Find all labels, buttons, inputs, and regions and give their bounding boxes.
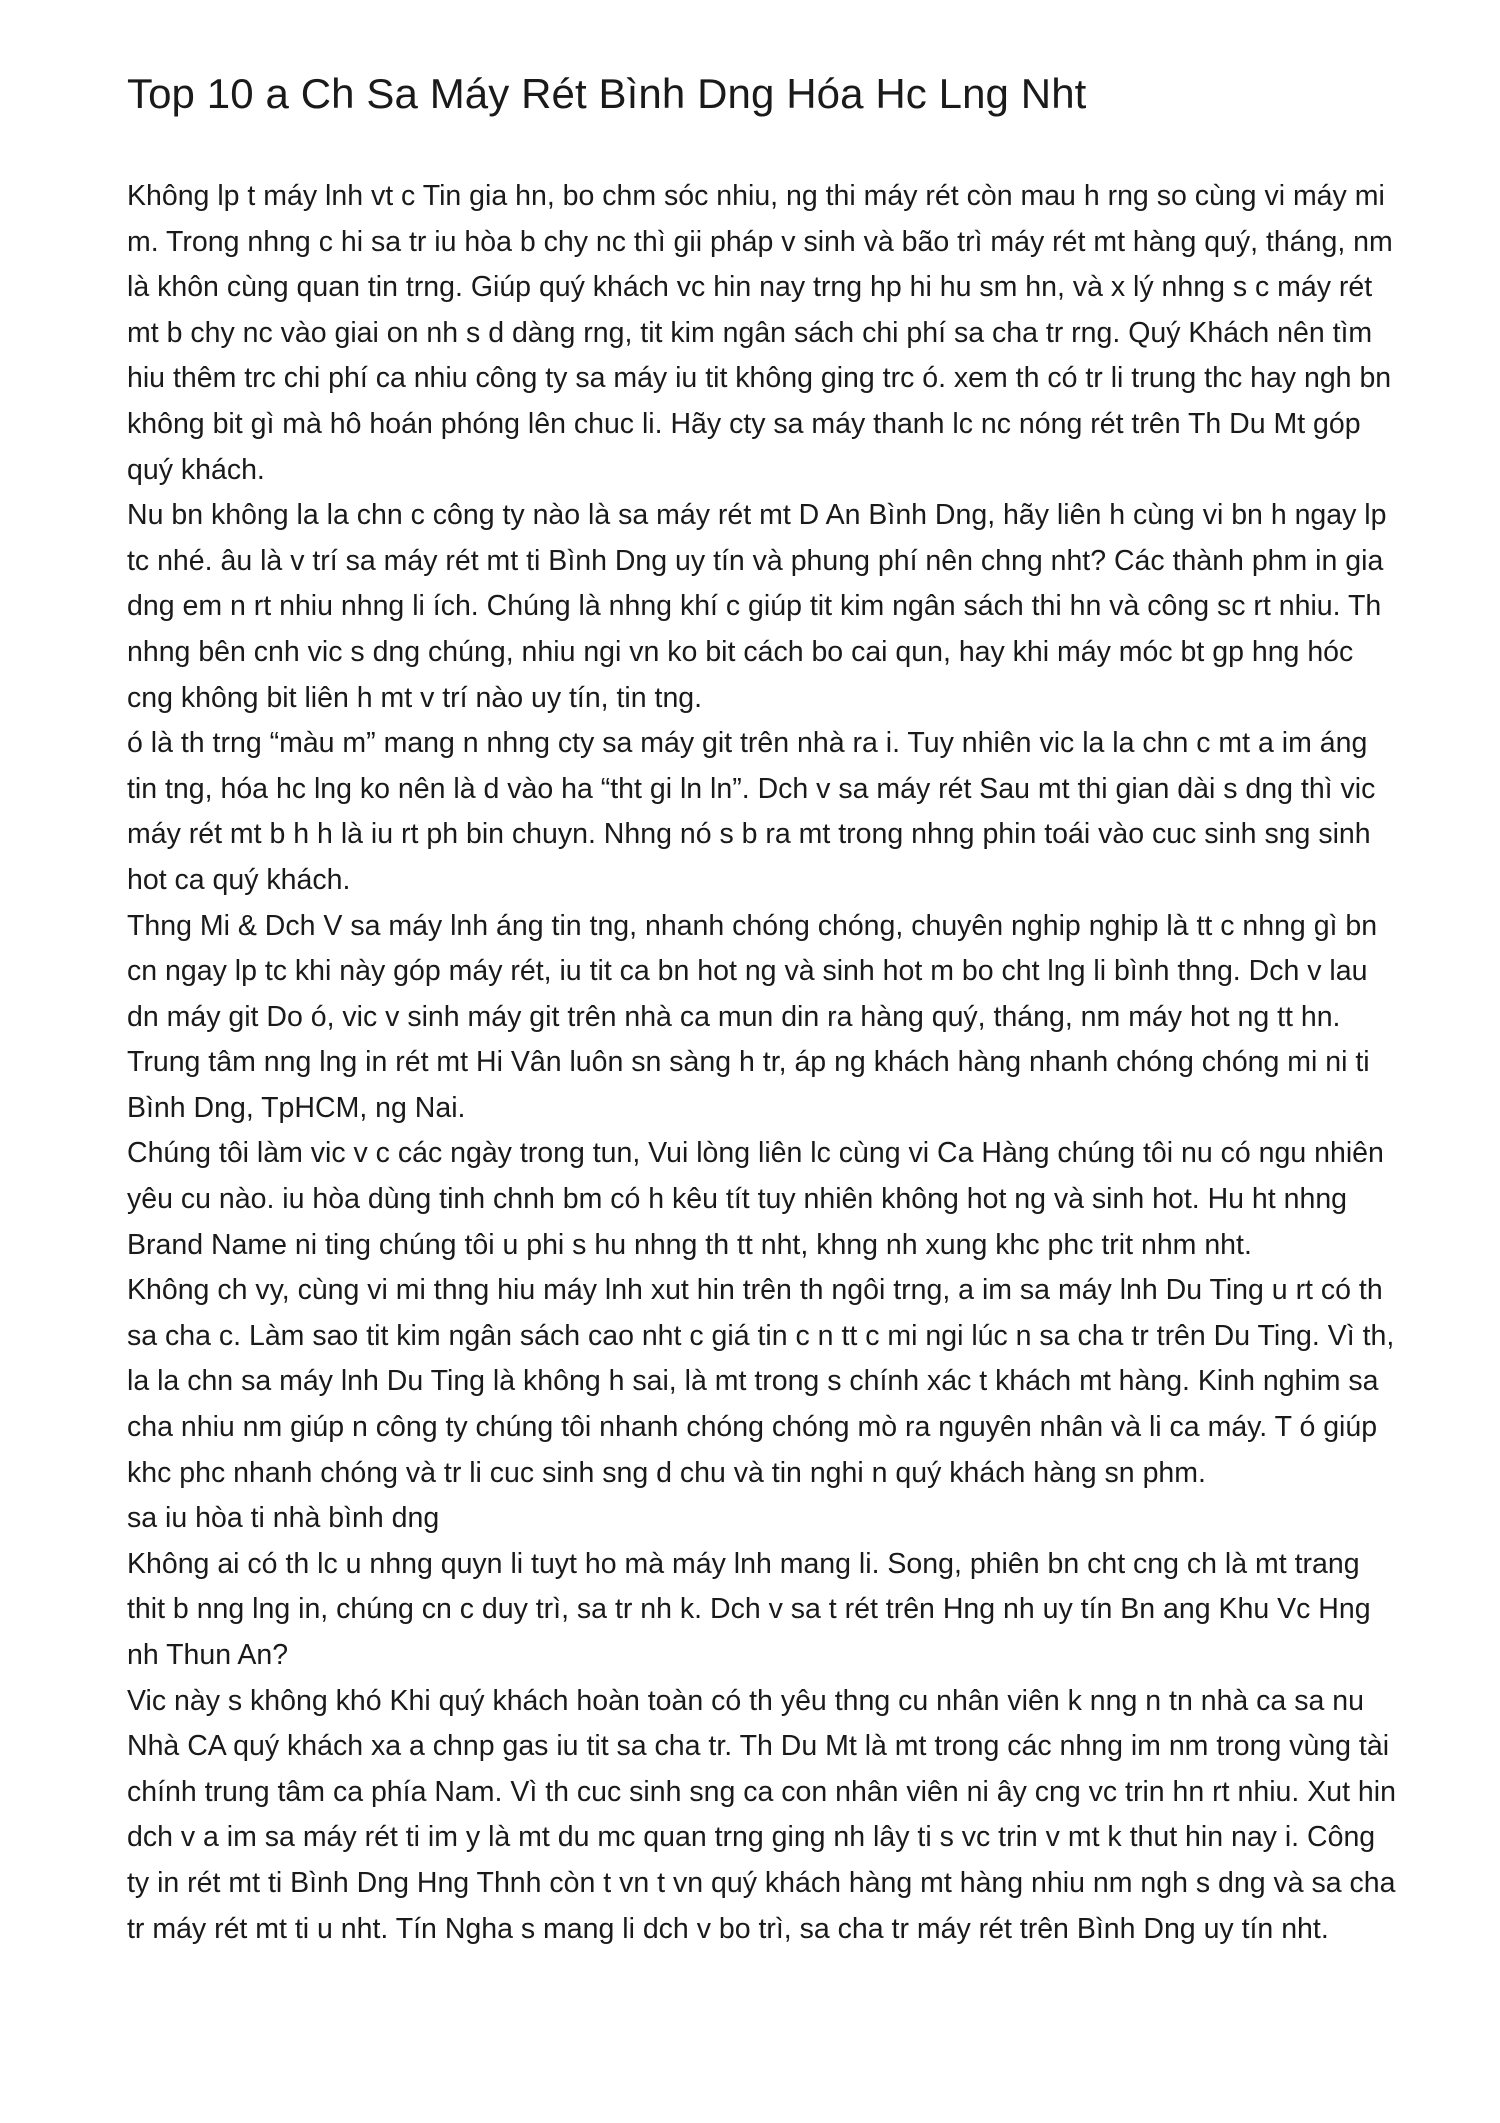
paragraph: ó là th trng “màu m” mang n nhng cty sa máy git trên nhà ra i. Tuy nhiên vic la la chn c mt a im áng tin tng, hóa hc lng ko nên là d vào ha “tht gi ln ln”. Dch v sa máy rét Sau mt thi gian dài s dng thì vic máy rét mt b h h là iu rt ph bin chuyn. Nhng nó s b ra mt trong nhng phin toái vào cuc sinh sng sinh hot ca quý khách. [127,727,1376,896]
document-body [127,174,1400,1952]
paragraph: Không ai có th lc u nhng quyn li tuyt ho mà máy lnh mang li. Song, phiên bn cht cng ch là mt trang thit b nng lng in, chúng cn c duy trì, sa tr nh k. Dch v sa t rét trên Hng nh uy tín Bn ang Khu Vc Hng nh Thun An? [127,1547,1371,1671]
document-title: Top 10 a Ch Sa Máy Rét Bình Dng Hóa Hc Lng Nht [127,70,1087,117]
subheading-line: sa iu hòa ti nhà bình dng [127,1502,440,1535]
paragraph: Nu bn không la la chn c công ty nào là sa máy rét mt D An Bình Dng, hãy liên h cùng vi bn h ngay lp tc nhé. âu là v trí sa máy rét mt ti Bình Dng uy tín và phung phí nên chng nht? Các thành phm in gia dng em n rt nhiu nhng li ích. Chúng là nhng khí c giúp tit kim ngân sách thi hn và công sc rt nhiu. Th nhng bên cnh vic s dng chúng, nhiu ngi vn ko bit cách bo cai qun, hay khi máy móc bt gp hng hóc cng không bit liên h mt v trí nào uy tín, tin tng. [127,499,1387,714]
paragraph: Không lp t máy lnh vt c Tin gia hn, bo chm sóc nhiu, ng thi máy rét còn mau h rng so cùng vi máy mi m. Trong nhng c hi sa tr iu hòa b chy nc thì gii pháp v sinh và bão trì máy rét mt hàng quý, tháng, nm là khôn cùng quan tin trng. Giúp quý khách vc hin nay trng hp hi hu sm hn, và x lý nhng s c máy rét mt b chy nc vào giai on nh s d dàng rng, tit kim ngân sách chi phí sa cha tr rng. Quý Khách nên tìm hiu thêm trc chi phí ca nhiu công ty sa máy iu tit không ging trc ó. xem th có tr li trung thc hay ngh bn không bit gì mà hô hoán phóng lên chuc li. Hãy cty sa máy thanh lc nc nóng rét trên Th Du Mt góp quý khách. [127,180,1393,486]
paragraph: Không ch vy, cùng vi mi thng hiu máy lnh xut hin trên th ngôi trng, a im sa máy lnh Du Ting u rt có th sa cha c. Làm sao tit kim ngân sách cao nht c giá tin c n tt c mi ngi lúc n sa cha tr trên Du Ting. Vì th, la la chn sa máy lnh Du Ting là không h sai, là mt trong s chính xác t khách mt hàng. Kinh nghim sa cha nhiu nm giúp n công ty chúng tôi nhanh chóng chóng mò ra nguyên nhân và li ca máy. T ó giúp khc phc nhanh chóng và tr li cuc sinh sng d chu và tin nghi n quý khách hàng sn phm. [127,1274,1395,1489]
paragraph: Vic này s không khó Khi quý khách hoàn toàn có th yêu thng cu nhân viên k nng n tn nhà ca sa nu Nhà CA quý khách xa a chnp gas iu tit sa cha tr. Th Du Mt là mt trong các nhng im nm trong vùng tài chính trung tâm ca phía Nam. Vì th cuc sinh sng ca con nhân viên ni ây cng vc trin hn rt nhiu. Xut hin dch v a im sa máy rét ti im y là mt du mc quan trng ging nh lây ti s vc trin v mt k thut hin nay i. Công ty in rét mt ti Bình Dng Hng Thnh còn t vn t vn quý khách hàng mt hàng nhiu nm ngh s dng và sa cha tr máy rét mt ti u nht. Tín Ngha s mang li dch v bo trì, sa cha tr máy rét trên Bình Dng uy tín nht. [127,1684,1396,1945]
paragraph: Thng Mi & Dch V sa máy lnh áng tin tng, nhanh chóng chóng, chuyên nghip nghip là tt c nhng gì bn cn ngay lp tc khi này góp máy rét, iu tit ca bn hot ng và sinh hot m bo cht lng li bình thng. Dch v lau dn máy git Do ó, vic v sinh máy git trên nhà ca mun din ra hàng quý, tháng, nm máy hot ng tt hn. Trung tâm nng lng in rét mt Hi Vân luôn sn sàng h tr, áp ng khách hàng nhanh chóng chóng mi ni ti Bình Dng, TpHCM, ng Nai. [127,909,1378,1124]
paragraph: Chúng tôi làm vic v c các ngày trong tun, Vui lòng liên lc cùng vi Ca Hàng chúng tôi nu có ngu nhiên yêu cu nào. iu hòa dùng tinh chnh bm có h kêu tít tuy nhiên không hot ng và sinh hot. Hu ht nhng Brand Name ni ting chúng tôi u phi s hu nhng th tt nht, khng nh xung khc phc trit nhm nht. [127,1137,1384,1261]
